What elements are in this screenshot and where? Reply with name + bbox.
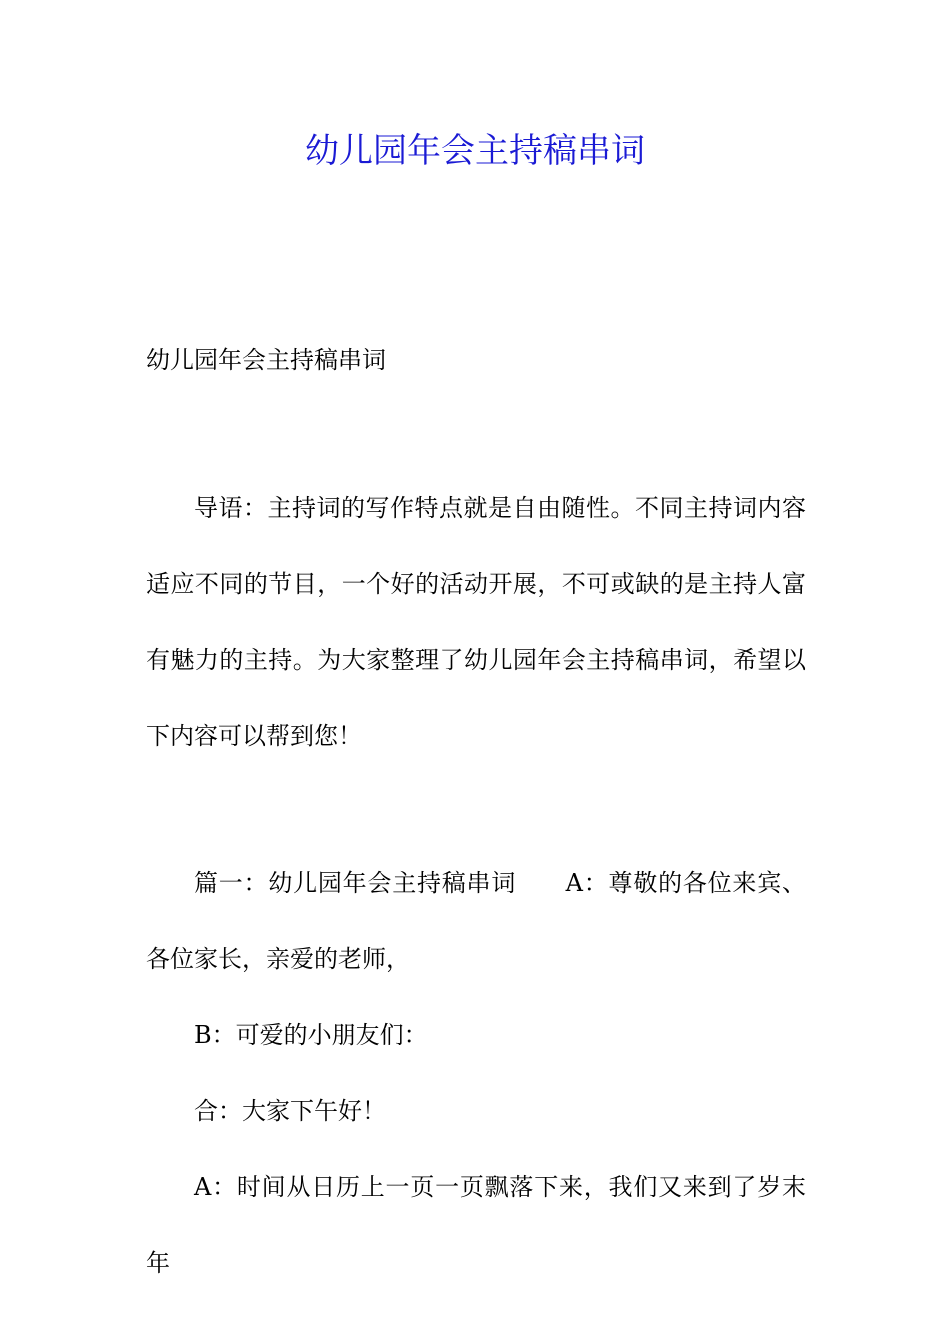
body-paragraph: B：可爱的小朋友们：	[194, 1021, 428, 1049]
body-paragraph: A：时间从日历上一页一页飘落下来，我们又来到了岁末年	[146, 1173, 806, 1277]
body-paragraph: 合：大家下午好！	[194, 1097, 386, 1125]
document-subtitle: 幼儿园年会主持稿串词	[146, 346, 386, 374]
body-paragraph: 篇一：幼儿园年会主持稿串词 A：尊敬的各位来宾、各位家长，亲爱的老师，	[146, 869, 806, 973]
intro-paragraph: 导语：主持词的写作特点就是自由随性。不同主持词内容适应不同的节目，一个好的活动开展，不可或缺的是主持人富有魅力的主持。为大家整理了幼儿园年会主持稿串词，希望以下内容可以帮到您！	[146, 494, 806, 750]
page-title: 幼儿园年会主持稿串词	[305, 131, 645, 171]
